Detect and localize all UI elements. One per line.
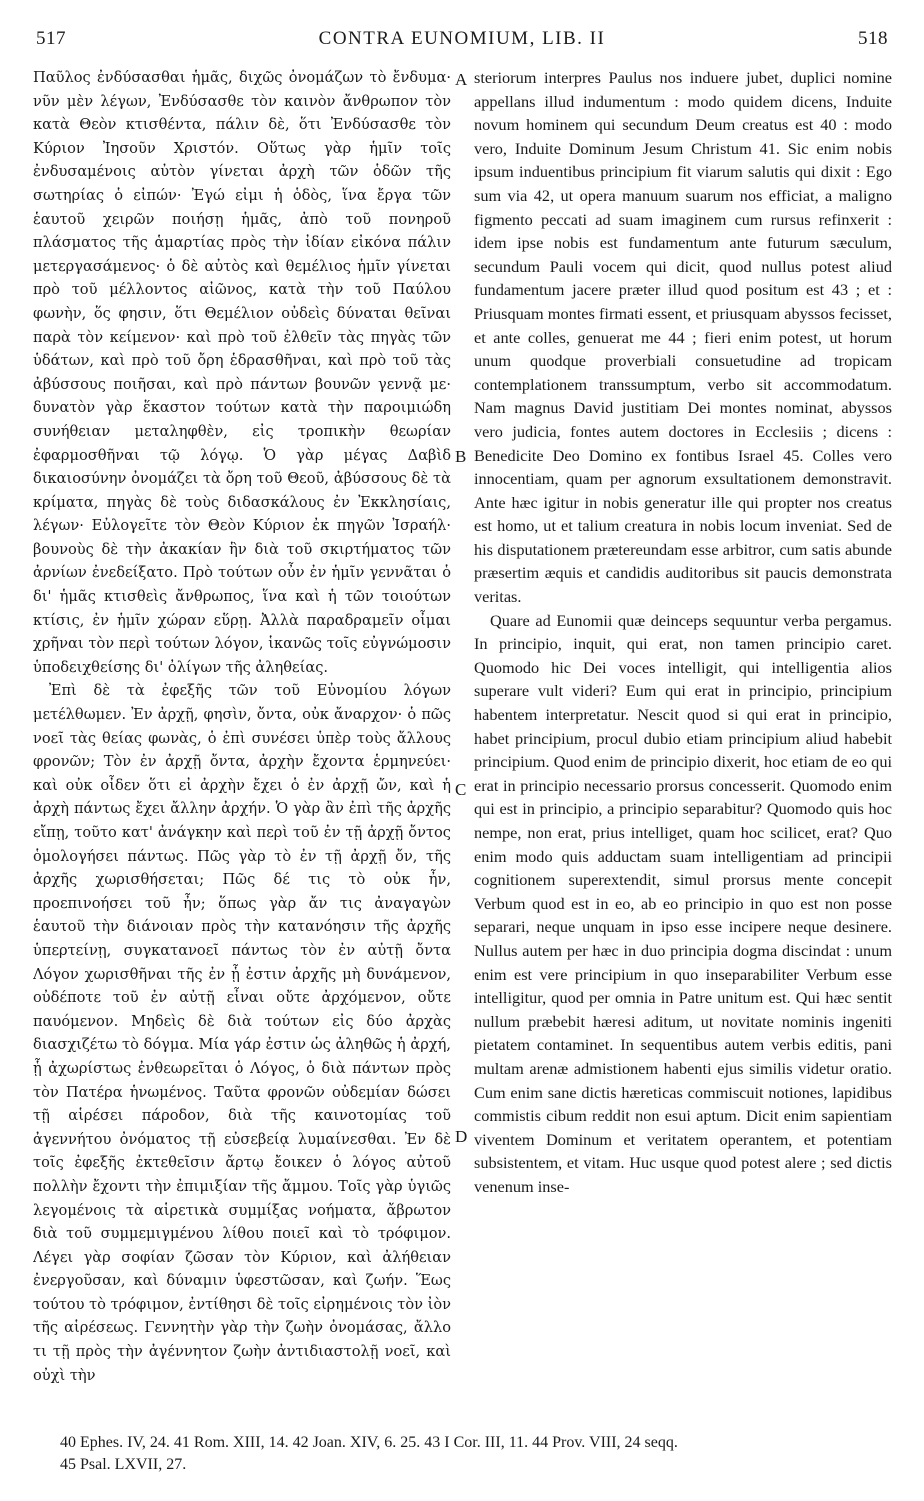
greek-paragraph-2: Ἐπὶ δὲ τὰ ἐφεξῆς τῶν τοῦ Εὐνομίου λόγων μετέλθωμεν. Ἐν ἀρχῇ, φησὶν, ὄντα, οὐκ ἄναρχον· ὁ πῶς νοεῖ τὰς θείας φωνὰς, ὁ ἐπὶ συνέσει ὑπὲρ τοὺς ἄλλους φρονῶν; Τὸν ἐν ἀρχῇ ὄντα, ἀρχὴν ἔχοντα ἑρμηνεύει· καὶ οὐκ οἶδεν ὅτι εἰ ἀρχὴν ἔχει ὁ ἐν ἀρχῇ ὤν, καὶ ἡ ἀρχὴ πάντως ἔχει ἄλλην ἀρχήν. Ὁ γὰρ ἂν ἐπὶ τῆς ἀρχῆς εἴπῃ, τοῦτο κατ' ἀνάγκην καὶ περὶ τοῦ ἐν τῇ ἀρχῇ ὄντος ὁμολογήσει πάντως. Πῶς γὰρ τὸ ἐν τῇ ἀρχῇ ὄν, τῆς ἀρχῆς χωρισθήσεται; Πῶς δέ τις τὸ οὐκ ἦν, προεπινοήσει τοῦ ἦν; ὅπως γὰρ ἄν τις ἀναγαγὼν ἑαυτοῦ τὴν διάνοιαν πρὸς τὴν κατανόησιν τῆς ἀρχῆς ὑπερτείνῃ, συγκατανοεῖ πάντως τὸν ἐν αὐτῇ ὄντα Λόγον χωρισθῆναι τῆς ἐν ᾗ ἐστιν ἀρχῆς μὴ δυνάμενον, οὐδέποτε τοῦ ἐν αὐτῇ εἶναι οὔτε ἀρχόμενον, οὔτε παυόμενον. Μηδεὶς δὲ διὰ τούτων εἰς δύο ἀρχὰς διασχιζέτω τὸ δόγμα. Μία γάρ ἐστιν ὡς ἀληθῶς ἡ ἀρχή, ᾗ ἀχωρίστως ἐνθεωρεῖται ὁ Λόγος, ὁ διὰ πάντων πρὸς τὸν Πατέρα ἡνωμένος. Ταῦτα φρονῶν οὐδεμίαν δώσει τῇ αἱρέσει πάροδον, διὰ τῆς καινοτομίας τοῦ ἀγεννήτου ὀνόματος τῇ εὐσεβείᾳ λυμαίνεσθαι. Ἐν δὲ τοῖς ἐφεξῆς ἐκτεθεῖσιν ἄρτῳ ἔοικεν ὁ λόγος αὐτοῦ πολλὴν ἔχοντι τὴν ἐπιμιξίαν τῆς ἄμμου. Τοῖς γὰρ ὑγιῶς λεγομένοις τὰ αἱρετικὰ συμμίξας νοήματα, ἄβρωτον διὰ τοῦ συμμεμιγμένου λίθου ποιεῖ καὶ τὸ τρόφιμον. Λέγει γὰρ σοφίαν ζῶσαν τὸν Κύριον, καὶ ἀλήθειαν ἐνεργοῦσαν, καὶ δύναμιν ὑφεστῶσαν, καὶ ζωήν. Ἕως τούτου τὸ τρόφιμον, ἐντίθησι δὲ τοῖς εἰρημένοις τὸν ἰὸν τῆς αἱρέσεως. Γεννητὴν γὰρ τὴν ζωὴν ὀνομάσας, ἄλλο τι τῇ πρὸς τὴν ἀγέννητον ζωὴν ἀντιδιαστολῇ νοεῖ, καὶ οὐχὶ τὴν — [33, 682, 451, 1384]
margin-letter-d: D — [455, 1127, 468, 1146]
footnote-line-2: 45 Psal. LXVII, 27. — [60, 1456, 187, 1473]
page-number-left: 517 — [36, 28, 66, 49]
greek-column — [33, 66, 451, 1416]
page-header — [36, 28, 888, 58]
margin-letter-b: B — [455, 447, 467, 466]
margin-letter-c: C — [455, 780, 467, 799]
latin-column — [474, 66, 892, 1416]
latin-paragraph-2: Quare ad Eunomii quæ deinceps sequuntur verba pergamus. In principio, inquit, qui erat, non tamen principio caret. Quomodo hic Dei voces intelligit, qui intelligentia alios superare vult videri? Eum qui erat in principio, principium habentem interpretatur. Nescit quod si qui erat in principio, habet principium, procul dubio etiam principium aliud habebit principium. Quod enim de principio dixerit, hoc etiam de eo qui erat in principio necessario prorsus concesserit. Quomodo enim qui est in principio, a principio separabitur? Quomodo quis hoc nempe, non erat, prius intelliget, quam hoc scilicet, erat? Quo enim modo quis adductam suam intelligentiam ad principii cognitionem superextendit, simul prorsus mente concepit Verbum quod est in eo, ab eo principio in quo est non posse separari, neque unquam in ipso esse incipere neque desinere. Nullus autem per hæc in duo principia dogma discindat : unum enim est vere principium in quo inseparabiliter Verbum esse intelligitur, quod per omnia in Patre unitum est. Qui hæc sentit nullum præbebit hæresi aditum, ut novitate nominis ingeniti pietatem contaminet. In sequentibus autem verbis editis, pani multam arenæ admistionem habenti ejus similis videtur oratio. Cum enim sane dictis hæreticas commiscuit notiones, lapidibus commistis cibum reddit non esui aptum. Dicit enim sapientiam viventem Dominum et veritatem operantem, et potentiam subsistentem, et vitam. Huc usque quod potest alere ; sed dictis venenum inse- — [474, 610, 892, 1196]
margin-letter-a: A — [455, 70, 468, 89]
footnote-line-1: 40 Ephes. IV, 24. 41 Rom. XIII, 14. 42 Joan. XIV, 6. 25. 43 I Cor. III, 11. 44 Prov. VIII, 24 seqq. — [60, 1434, 678, 1451]
running-title: CONTRA EUNOMIUM, LIB. II — [318, 28, 606, 49]
latin-paragraph-1: steriorum interpres Paulus nos induere jubet, duplici nomine appellans illud indumentum : modo quidem dicens, Induite novum hominem qui secundum Deum creatus est 40 : modo vero, Induite Dominum Jesum Christum 41. Sic enim nobis ipsum induentibus principium fit viarum salutis qui dixit : Ego sum via 42, ut opera manuum suarum nos efficiat, a maligno figmento peccati ad suam imaginem cum rursus refinxerit : idem ipse nobis est fundamentum ante futurum sæculum, secundum Pauli vocem qui dicit, quod nullus potest aliud fundamentum jacere præter illud quod positum est 43 ; et : Priusquam montes firmati essent, et priusquam abyssos fecisset, et ante colles, genuerat me 44 ; fieri enim potest, ut horum unum quodque proverbiali consuetudine ad tropicam contemplationem transsumptum, verbo sit accommodatum. Nam magnus David justitiam Dei montes nominat, abyssos vero judicia, fontes autem doctores in Ecclesiis ; dicens : Benedicite Deo Domino ex fontibus Israel 45. Colles vero innocentiam, quam per agnorum exsultationem demonstravit. Ante hæc igitur in nobis generatur ille qui propter nos creatus est homo, ut et talium creatura in nobis locum inveniat. Sed de his disputationem prætereundam esse arbitror, cum satis abunde præsertim æquis et candidis auditoribus sit paucis demonstrata veritas. — [474, 68, 892, 607]
greek-paragraph-1: Παῦλος ἐνδύσασθαι ἡμᾶς, διχῶς ὀνομάζων τὸ ἔνδυμα· νῦν μὲν λέγων, Ἐνδύσασθε τὸν καινὸν ἄνθρωπον τὸν κατὰ Θεὸν κτισθέντα, πάλιν δὲ, ὅτι Ἐνδύσασθε τὸν Κύριον Ἰησοῦν Χριστόν. Οὕτως γὰρ ἡμῖν τοῖς ἐνδυσαμένοις αὐτὸν γίνεται ἀρχὴ τῶν ὁδῶν τῆς σωτηρίας ὁ εἰπών· Ἐγώ εἰμι ἡ ὁδὸς, ἵνα ἔργα τῶν ἑαυτοῦ χειρῶν ποιήσῃ ἡμᾶς, ἀπὸ τοῦ πονηροῦ πλάσματος τῆς ἁμαρτίας πρὸς τὴν ἰδίαν εἰκόνα πάλιν μετεργασάμενος· ὁ δὲ αὐτὸς καὶ θεμέλιος ἡμῖν γίνεται πρὸ τοῦ μέλλοντος αἰῶνος, κατὰ τὴν τοῦ Παύλου φωνὴν, ὅς φησιν, ὅτι Θεμέλιον οὐδεὶς δύναται θεῖναι παρὰ τὸν κείμενον· καὶ πρὸ τοῦ ἐλθεῖν τὰς πηγὰς τῶν ὑδάτων, καὶ πρὸ τοῦ ὄρη ἑδρασθῆναι, καὶ πρὸ τοῦ τὰς ἀβύσσους ποιῆσαι, καὶ πρὸ πάντων βουνῶν γεννᾷ με· δυνατὸν γὰρ ἕκαστον τούτων κατὰ τὴν παροιμιώδη συνήθειαν μεταληφθὲν, εἰς τροπικὴν θεωρίαν ἐφαρμοσθῆναι τῷ λόγῳ. Ὁ γὰρ μέγας Δαβὶδ δικαιοσύνην ὀνομάζει τὰ ὄρη τοῦ Θεοῦ, ἀβύσσους δὲ τὰ κρίματα, πηγὰς δὲ τοὺς διδασκάλους ἐν Ἐκκλησίαις, λέγων· Εὐλογεῖτε τὸν Θεὸν Κύριον ἐκ πηγῶν Ἰσραήλ· βουνοὺς δὲ τὴν ἀκακίαν ἣν διὰ τοῦ σκιρτήματος τῶν ἀρνίων ἐνεδείξατο. Πρὸ τούτων οὖν ἐν ἡμῖν γεννᾶται ὁ δι' ἡμᾶς κτισθεὶς ἄνθρωπος, ἵνα καὶ ἡ τῶν τοιούτων κτίσις, ἐν ἡμῖν χώραν εὕρῃ. Ἀλλὰ παραδραμεῖν οἶμαι χρῆναι τὸν περὶ τούτων λόγον, ἱκανῶς τοῖς εὐγνώμοσιν ὑποδειχθείσης δι' ὀλίγων τῆς ἀληθείας. — [33, 69, 451, 676]
page-number-right: 518 — [858, 28, 888, 49]
footnotes — [60, 1432, 888, 1476]
